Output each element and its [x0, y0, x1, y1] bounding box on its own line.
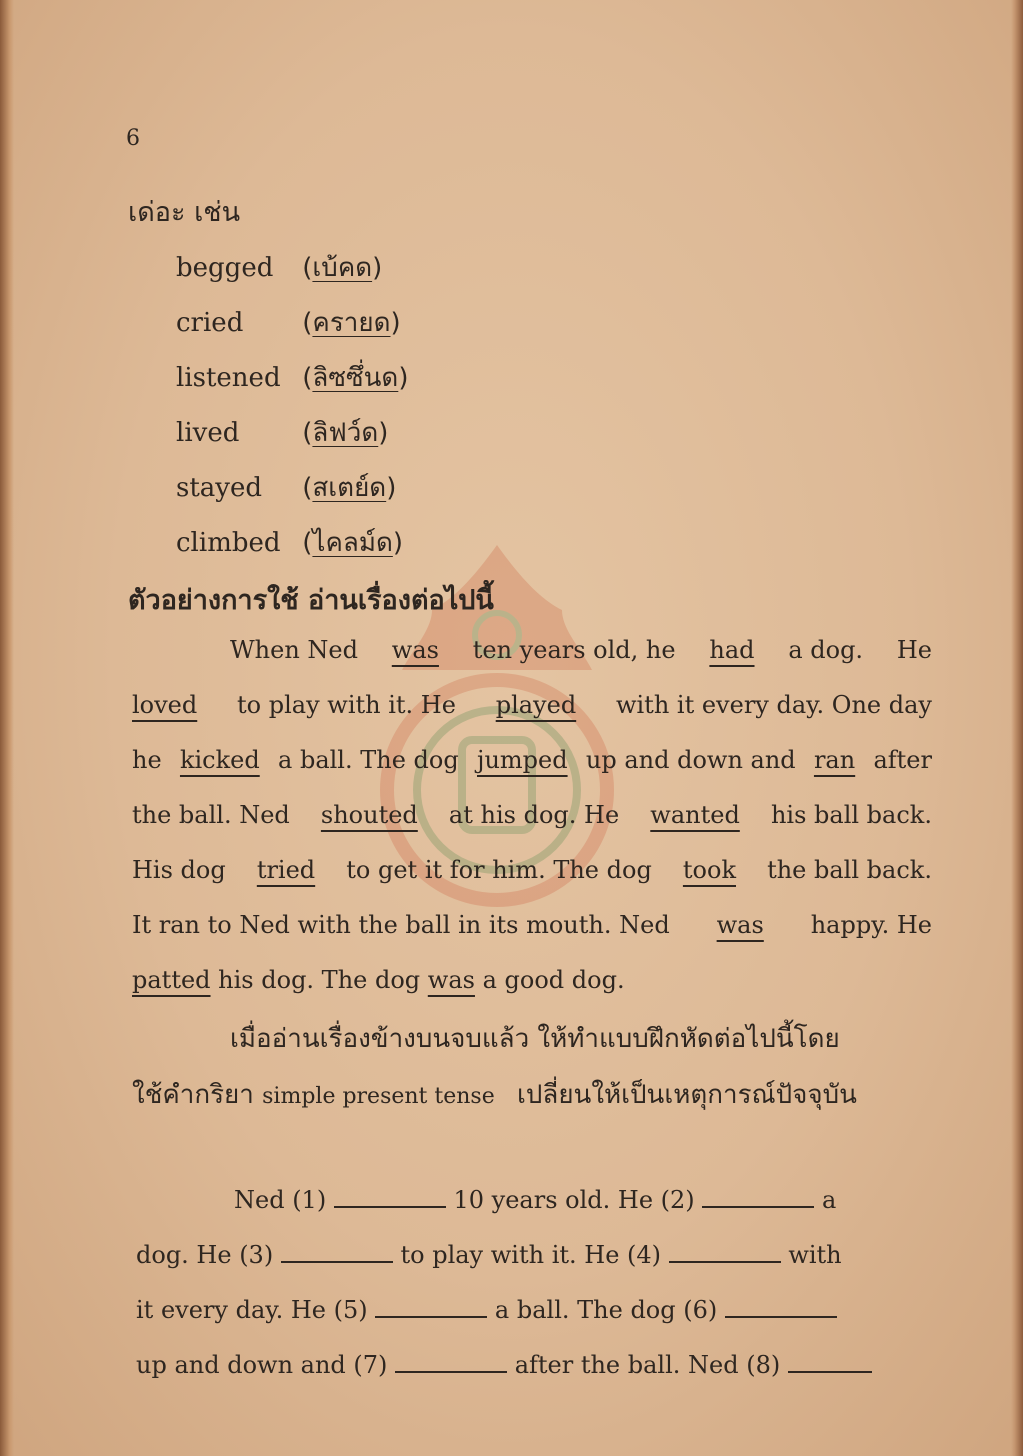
example-pronunciation: (เบ้คด): [302, 253, 383, 283]
instruction-line-1: เมื่ออ่านเรื่องข้างบนจบแล้ว ให้ทำแบบฝึกหัดต่อไปนี้โดย: [230, 1024, 840, 1054]
example-word: listened: [176, 363, 281, 393]
answer-blank-7[interactable]: [395, 1353, 507, 1373]
story-line: It ran to Ned with the ball in its mouth. Ned was happy. He: [132, 911, 932, 939]
story-line: he kicked a ball. The dog jumped up and down and ran after: [132, 746, 932, 774]
example-pronunciation: (ไคลม์ด): [302, 528, 404, 558]
example-word: climbed: [176, 528, 281, 558]
example-row: [176, 412, 388, 452]
example-word: cried: [176, 308, 244, 338]
answer-blank-8[interactable]: [788, 1353, 872, 1373]
answer-blank-4[interactable]: [669, 1243, 781, 1263]
page-number: 6: [126, 126, 140, 151]
story-line: When Ned was ten years old, he had a dog. He: [230, 636, 932, 664]
example-pronunciation: (สเตย์ด): [302, 473, 397, 503]
usage-heading: ตัวอย่างการใช้ อ่านเรื่องต่อไปนี้: [128, 585, 494, 616]
example-row: [176, 357, 408, 397]
answer-blank-3[interactable]: [281, 1243, 393, 1263]
example-row: [176, 522, 403, 562]
exercise-line: Ned (1) 10 years old. He (2) a: [234, 1186, 837, 1214]
answer-blank-2[interactable]: [702, 1188, 814, 1208]
exercise-line: up and down and (7) after the ball. Ned (8): [136, 1351, 936, 1379]
story-line: His dog tried to get it for him. The dog took the ball back.: [132, 856, 932, 884]
example-pronunciation: (ครายด): [302, 308, 401, 338]
example-row: [176, 467, 396, 507]
story-line: the ball. Ned shouted at his dog. He wanted his ball back.: [132, 801, 932, 829]
intro-heading: เด่อะ เช่น: [128, 197, 241, 228]
exercise-line: dog. He (3) to play with it. He (4) with: [136, 1241, 842, 1269]
example-word: begged: [176, 253, 274, 283]
answer-blank-6[interactable]: [725, 1298, 837, 1318]
example-word: lived: [176, 418, 240, 448]
page-edge-left: [0, 0, 14, 1456]
example-pronunciation: (ลิฟว์ด): [302, 418, 389, 448]
example-row: [176, 302, 401, 342]
story-line: patted his dog. The dog was a good dog.: [132, 966, 625, 994]
example-row: [176, 247, 382, 287]
answer-blank-1[interactable]: [334, 1188, 446, 1208]
example-word: stayed: [176, 473, 263, 503]
exercise-line: it every day. He (5) a ball. The dog (6): [136, 1296, 936, 1324]
example-pronunciation: (ลิซซึ่นด): [302, 363, 409, 393]
instruction-line-2: ใช้คำกริยา simple present tense เปลี่ยนให้เป็นเหตุการณ์ปัจจุบัน: [132, 1080, 857, 1110]
page-edge-right: [1011, 0, 1023, 1456]
answer-blank-5[interactable]: [375, 1298, 487, 1318]
story-line: loved to play with it. He played with it every day. One day: [132, 691, 932, 719]
